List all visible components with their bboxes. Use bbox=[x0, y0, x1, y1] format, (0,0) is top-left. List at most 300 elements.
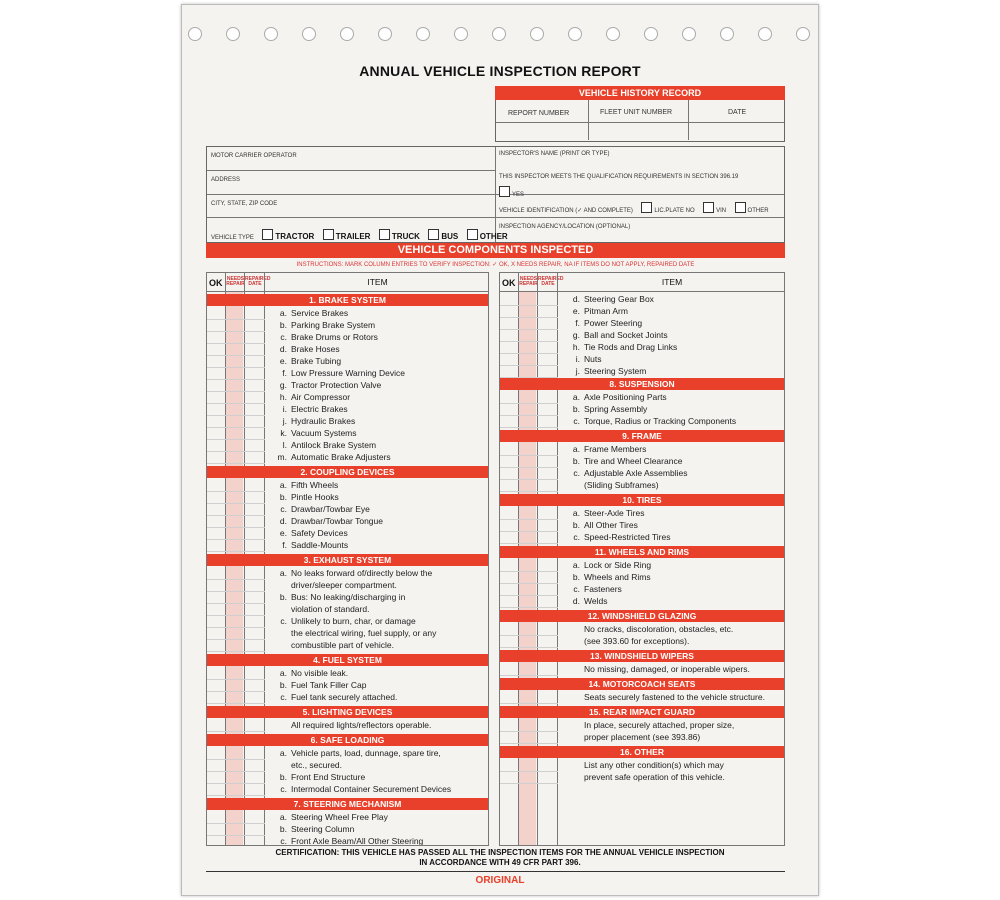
item-letter: b. bbox=[572, 404, 580, 414]
row-divider bbox=[500, 607, 558, 608]
binder-hole bbox=[378, 27, 392, 41]
row-divider bbox=[500, 365, 558, 366]
row-divider bbox=[207, 603, 265, 604]
row-divider bbox=[207, 451, 265, 452]
row-divider bbox=[500, 635, 558, 636]
item-letter: c. bbox=[280, 692, 287, 702]
row-divider bbox=[207, 439, 265, 440]
vehicle-id-label: VEHICLE IDENTIFICATION (✓ AND COMPLETE) bbox=[499, 208, 633, 214]
item-label: prevent safe operation of this vehicle. bbox=[584, 772, 725, 782]
item-label: List any other condition(s) which may bbox=[584, 760, 724, 770]
needs-repair-column-header: NEEDS REPAIR bbox=[226, 276, 245, 287]
list-item bbox=[273, 836, 423, 846]
list-item bbox=[566, 480, 659, 490]
section-header: 1. BRAKE SYSTEM bbox=[207, 294, 488, 306]
row-divider bbox=[500, 771, 558, 772]
list-item bbox=[273, 812, 388, 822]
item-letter: d. bbox=[279, 516, 287, 526]
item-label: Front End Structure bbox=[291, 772, 366, 782]
item-label: Adjustable Axle Assemblies bbox=[584, 468, 688, 478]
item-label: In place, securely attached, proper size, bbox=[584, 720, 735, 730]
row-divider bbox=[207, 651, 265, 652]
binder-hole bbox=[720, 27, 734, 41]
trailer-label: TRAILER bbox=[335, 232, 371, 241]
address-label: ADDRESS bbox=[211, 177, 241, 183]
item-label: Drawbar/Towbar Eye bbox=[291, 504, 370, 514]
date-label: DATE bbox=[728, 109, 747, 116]
row-divider bbox=[207, 835, 265, 836]
row-divider bbox=[207, 679, 265, 680]
row-divider bbox=[500, 329, 558, 330]
report-number-label: REPORT NUMBER bbox=[508, 110, 570, 117]
item-label: Steering Wheel Free Play bbox=[291, 812, 388, 822]
list-item bbox=[273, 748, 441, 758]
section-header: 8. SUSPENSION bbox=[500, 378, 784, 390]
row-divider bbox=[207, 427, 265, 428]
row-divider bbox=[500, 731, 558, 732]
vin-checkbox[interactable] bbox=[703, 202, 714, 213]
other-label: OTHER bbox=[479, 232, 508, 241]
list-item bbox=[273, 416, 355, 426]
item-label: Brake Hoses bbox=[291, 344, 340, 354]
column-divider bbox=[557, 273, 558, 846]
item-letter: c. bbox=[573, 584, 580, 594]
item-label: Safety Devices bbox=[291, 528, 348, 538]
item-label: Ball and Socket Joints bbox=[584, 330, 668, 340]
list-item bbox=[566, 354, 601, 364]
column-divider bbox=[518, 273, 519, 846]
list-item bbox=[273, 528, 348, 538]
needs-repair-column-header: NEEDS REPAIR bbox=[519, 276, 538, 287]
components-header: VEHICLE COMPONENTS INSPECTED bbox=[206, 243, 785, 258]
item-label: Service Brakes bbox=[291, 308, 349, 318]
item-label: Spring Assembly bbox=[584, 404, 648, 414]
row-divider bbox=[500, 455, 558, 456]
list-item bbox=[566, 416, 736, 426]
list-item bbox=[566, 532, 670, 542]
copy-label: ORIGINAL bbox=[475, 875, 525, 886]
header-divider bbox=[207, 291, 489, 292]
list-item bbox=[273, 368, 405, 378]
section-header: 4. FUEL SYSTEM bbox=[207, 654, 488, 666]
list-item bbox=[566, 596, 607, 606]
list-item bbox=[273, 392, 350, 402]
tractor-label: TRACTOR bbox=[275, 232, 315, 241]
item-letter: c. bbox=[573, 416, 580, 426]
item-label: Steer-Axle Tires bbox=[584, 508, 645, 518]
item-label: Electric Brakes bbox=[291, 404, 348, 414]
binder-hole bbox=[606, 27, 620, 41]
row-divider bbox=[500, 341, 558, 342]
row-divider bbox=[500, 317, 558, 318]
item-label: Welds bbox=[584, 596, 608, 606]
trailer-checkbox[interactable] bbox=[323, 229, 334, 240]
item-label: Intermodal Container Securement Devices bbox=[291, 784, 452, 794]
item-letter: c. bbox=[280, 332, 287, 342]
row-divider bbox=[207, 403, 265, 404]
list-item bbox=[273, 404, 348, 414]
signature-line bbox=[206, 871, 785, 872]
list-item bbox=[273, 784, 451, 794]
section-header: 12. WINDSHIELD GLAZING bbox=[500, 610, 784, 622]
item-letter: b. bbox=[279, 492, 287, 502]
row-divider bbox=[500, 675, 558, 676]
item-letter: a. bbox=[279, 668, 287, 678]
list-item bbox=[566, 572, 651, 582]
item-label: Brake Drums or Rotors bbox=[291, 332, 378, 342]
agency-label: INSPECTION AGENCY/LOCATION (OPTIONAL) bbox=[499, 224, 631, 230]
id-other-label: OTHER bbox=[747, 208, 769, 214]
item-column-header: ITEM bbox=[367, 277, 388, 287]
bus-label: BUS bbox=[441, 232, 459, 241]
item-label: Unlikely to burn, char, or damage bbox=[291, 616, 416, 626]
certification-line-1: CERTIFICATION: THIS VEHICLE HAS PASSED ALL THE INSPECTION ITEMS FOR THE ANNUAL VEHICLE INSPECTION bbox=[275, 848, 725, 857]
item-label: Hydraulic Brakes bbox=[291, 416, 356, 426]
item-label: Wheels and Rims bbox=[584, 572, 651, 582]
row-divider bbox=[500, 427, 558, 428]
row-divider bbox=[207, 615, 265, 616]
item-letter: l. bbox=[282, 440, 287, 450]
row-divider bbox=[207, 703, 265, 704]
list-item bbox=[273, 680, 366, 690]
list-item bbox=[273, 616, 416, 626]
row-divider bbox=[207, 491, 265, 492]
lic-plate-checkbox[interactable] bbox=[641, 202, 652, 213]
list-item bbox=[273, 772, 365, 782]
item-label: Lock or Side Ring bbox=[584, 560, 652, 570]
item-label: Fasteners bbox=[584, 584, 622, 594]
item-label: Parking Brake System bbox=[291, 320, 376, 330]
list-item bbox=[566, 664, 750, 674]
list-item bbox=[273, 516, 383, 526]
item-letter: c. bbox=[280, 784, 287, 794]
section-header: 10. TIRES bbox=[500, 494, 784, 506]
binder-hole bbox=[416, 27, 430, 41]
item-label: Vacuum Systems bbox=[291, 428, 357, 438]
list-item bbox=[566, 624, 733, 634]
row-divider bbox=[500, 353, 558, 354]
list-item bbox=[273, 332, 378, 342]
binder-hole bbox=[492, 27, 506, 41]
item-letter: b. bbox=[279, 592, 287, 602]
certification-line-2: IN ACCORDANCE WITH 49 CFR PART 396. bbox=[419, 858, 581, 867]
binder-hole bbox=[340, 27, 354, 41]
item-label: Brake Tubing bbox=[291, 356, 342, 366]
item-label: Pitman Arm bbox=[584, 306, 628, 316]
list-item bbox=[566, 294, 654, 304]
item-label: violation of standard. bbox=[291, 604, 370, 614]
row-divider bbox=[500, 783, 558, 784]
list-item bbox=[273, 604, 369, 614]
list-item bbox=[566, 760, 724, 770]
item-letter: a. bbox=[279, 748, 287, 758]
binder-hole bbox=[644, 27, 658, 41]
item-letter: k. bbox=[280, 428, 287, 438]
list-item bbox=[566, 342, 677, 352]
list-item bbox=[566, 404, 647, 414]
row-divider bbox=[500, 519, 558, 520]
list-item bbox=[566, 318, 642, 328]
list-item bbox=[273, 308, 348, 318]
ok-column-header: OK bbox=[209, 278, 223, 288]
item-label: Antilock Brake System bbox=[291, 440, 377, 450]
item-label: All required lights/reflectors operable. bbox=[291, 720, 432, 730]
section-header: 6. SAFE LOADING bbox=[207, 734, 488, 746]
row-divider bbox=[207, 319, 265, 320]
needs-repair-column bbox=[226, 291, 243, 846]
list-item bbox=[273, 580, 397, 590]
ok-column-header: OK bbox=[502, 278, 516, 288]
list-item bbox=[273, 356, 341, 366]
item-label: Fifth Wheels bbox=[291, 480, 339, 490]
section-header: 5. LIGHTING DEVICES bbox=[207, 706, 488, 718]
section-header: 9. FRAME bbox=[500, 430, 784, 442]
tractor-checkbox[interactable] bbox=[262, 229, 273, 240]
list-item bbox=[566, 330, 668, 340]
item-letter: c. bbox=[573, 532, 580, 542]
row-divider bbox=[207, 515, 265, 516]
row-divider bbox=[500, 703, 558, 704]
item-letter: a. bbox=[279, 568, 287, 578]
bus-checkbox[interactable] bbox=[428, 229, 439, 240]
row-divider bbox=[500, 571, 558, 572]
item-label: Steering Gear Box bbox=[584, 294, 654, 304]
row-divider bbox=[500, 647, 558, 648]
item-label: Steering System bbox=[584, 366, 647, 376]
row-divider bbox=[207, 343, 265, 344]
item-letter: d. bbox=[572, 596, 580, 606]
section-header: 11. WHEELS AND RIMS bbox=[500, 546, 784, 558]
row-divider bbox=[207, 579, 265, 580]
row-divider bbox=[207, 539, 265, 540]
list-item bbox=[273, 504, 370, 514]
list-item bbox=[273, 628, 436, 638]
list-item bbox=[273, 540, 348, 550]
item-letter: c. bbox=[280, 504, 287, 514]
city-state-zip-label: CITY, STATE, ZIP CODE bbox=[211, 201, 278, 207]
binder-hole bbox=[568, 27, 582, 41]
list-item bbox=[566, 366, 646, 376]
item-letter: d. bbox=[572, 294, 580, 304]
id-other-checkbox[interactable] bbox=[735, 202, 746, 213]
list-item bbox=[566, 720, 734, 730]
item-label: Saddle-Mounts bbox=[291, 540, 349, 550]
section-header: 15. REAR IMPACT GUARD bbox=[500, 706, 784, 718]
item-letter: j. bbox=[575, 366, 580, 376]
list-item bbox=[273, 480, 338, 490]
list-item bbox=[273, 568, 432, 578]
list-item bbox=[566, 772, 725, 782]
row-divider bbox=[207, 783, 265, 784]
list-item bbox=[566, 560, 651, 570]
item-label: Fuel tank securely attached. bbox=[291, 692, 398, 702]
list-item bbox=[273, 760, 342, 770]
item-letter: a. bbox=[572, 444, 580, 454]
binder-holes bbox=[182, 27, 818, 41]
item-letter: a. bbox=[572, 508, 580, 518]
yes-label: YES bbox=[512, 192, 525, 198]
row-divider bbox=[207, 551, 265, 552]
list-item bbox=[273, 320, 375, 330]
item-letter: e. bbox=[279, 356, 287, 366]
item-label: Pintle Hooks bbox=[291, 492, 339, 502]
item-letter: a. bbox=[572, 392, 580, 402]
repaired-date-column-header: REPAIRED DATE bbox=[245, 276, 271, 287]
binder-hole bbox=[758, 27, 772, 41]
inspection-form-sheet bbox=[181, 4, 819, 896]
item-label: All Other Tires bbox=[584, 520, 638, 530]
item-label: Front Axle Beam/All Other Steering bbox=[291, 836, 424, 846]
list-item bbox=[566, 468, 687, 478]
list-item bbox=[566, 508, 644, 518]
item-letter: j. bbox=[282, 416, 287, 426]
item-label: Axle Positioning Parts bbox=[584, 392, 667, 402]
item-label: Torque, Radius or Tracking Components bbox=[584, 416, 737, 426]
row-divider bbox=[207, 771, 265, 772]
row-divider bbox=[207, 731, 265, 732]
item-label: Tire and Wheel Clearance bbox=[584, 456, 683, 466]
item-label: Power Steering bbox=[584, 318, 643, 328]
other-checkbox[interactable] bbox=[467, 229, 478, 240]
item-letter: g. bbox=[279, 380, 287, 390]
item-label: (see 393.60 for exceptions). bbox=[584, 636, 690, 646]
item-letter: c. bbox=[573, 468, 580, 478]
list-item bbox=[273, 668, 348, 678]
vin-label: VIN bbox=[716, 208, 727, 214]
row-divider bbox=[207, 391, 265, 392]
row-divider bbox=[207, 639, 265, 640]
item-label: etc., secured. bbox=[291, 760, 343, 770]
item-label: Air Compressor bbox=[291, 392, 351, 402]
item-label: combustible part of vehicle. bbox=[291, 640, 394, 650]
form-title: ANNUAL VEHICLE INSPECTION REPORT bbox=[359, 63, 641, 79]
row-divider bbox=[500, 543, 558, 544]
item-label: Frame Members bbox=[584, 444, 647, 454]
binder-hole bbox=[682, 27, 696, 41]
item-letter: f. bbox=[282, 540, 287, 550]
row-divider bbox=[207, 367, 265, 368]
item-letter: b. bbox=[279, 320, 287, 330]
list-item bbox=[273, 492, 339, 502]
item-label: Vehicle parts, load, dunnage, spare tire, bbox=[291, 748, 441, 758]
item-letter: e. bbox=[572, 306, 580, 316]
item-letter: d. bbox=[279, 344, 287, 354]
list-item bbox=[273, 692, 397, 702]
binder-hole bbox=[226, 27, 240, 41]
left-inspection-table bbox=[206, 272, 489, 846]
item-label: driver/sleeper compartment. bbox=[291, 580, 397, 590]
row-divider bbox=[500, 479, 558, 480]
truck-checkbox[interactable] bbox=[379, 229, 390, 240]
item-label: proper placement (see 393.86) bbox=[584, 732, 701, 742]
row-divider bbox=[500, 467, 558, 468]
row-divider bbox=[500, 305, 558, 306]
item-letter: b. bbox=[572, 456, 580, 466]
truck-label: TRUCK bbox=[391, 232, 420, 241]
carrier-info-block bbox=[206, 146, 785, 243]
item-letter: b. bbox=[279, 824, 287, 834]
list-item bbox=[273, 344, 340, 354]
binder-hole bbox=[188, 27, 202, 41]
section-header: 13. WINDSHIELD WIPERS bbox=[500, 650, 784, 662]
column-divider bbox=[537, 273, 538, 846]
binder-hole bbox=[302, 27, 316, 41]
item-label: Tie Rods and Drag Links bbox=[584, 342, 678, 352]
repaired-date-column-header: REPAIRED DATE bbox=[538, 276, 564, 287]
item-label: the electrical wiring, fuel supply, or any bbox=[291, 628, 437, 638]
row-divider bbox=[207, 591, 265, 592]
list-item bbox=[273, 380, 381, 390]
item-label: Bus: No leaking/discharging in bbox=[291, 592, 406, 602]
row-divider bbox=[207, 627, 265, 628]
item-letter: a. bbox=[279, 480, 287, 490]
item-label: No leaks forward of/directly below the bbox=[291, 568, 433, 578]
row-divider bbox=[500, 415, 558, 416]
row-divider bbox=[207, 691, 265, 692]
row-divider bbox=[207, 415, 265, 416]
list-item bbox=[566, 444, 646, 454]
item-letter: b. bbox=[279, 680, 287, 690]
right-inspection-table bbox=[499, 272, 785, 846]
item-letter: i. bbox=[282, 404, 287, 414]
list-item bbox=[566, 692, 765, 702]
row-divider bbox=[207, 503, 265, 504]
qualification-label: THIS INSPECTOR MEETS THE QUALIFICATION REQUIREMENTS IN SECTION 396.19 bbox=[499, 174, 739, 180]
row-divider bbox=[500, 583, 558, 584]
history-header: VEHICLE HISTORY RECORD bbox=[495, 86, 785, 100]
item-letter: c. bbox=[280, 616, 287, 626]
section-header: 7. STEERING MECHANISM bbox=[207, 798, 488, 810]
fleet-unit-label: FLEET UNIT NUMBER bbox=[600, 109, 673, 116]
list-item bbox=[566, 732, 700, 742]
item-letter: b. bbox=[572, 520, 580, 530]
section-header: 14. MOTORCOACH SEATS bbox=[500, 678, 784, 690]
list-item bbox=[273, 428, 357, 438]
item-letter: b. bbox=[279, 772, 287, 782]
item-letter: h. bbox=[572, 342, 580, 352]
instructions-text: INSTRUCTIONS: MARK COLUMN ENTRIES TO VERIFY INSPECTION: ✓ OK, X NEEDS REPAIR, NA IF ITEMS DO NOT APPLY, REPAIRED DATE bbox=[296, 262, 695, 268]
item-letter: i. bbox=[575, 354, 580, 364]
section-header: 3. EXHAUST SYSTEM bbox=[207, 554, 488, 566]
row-divider bbox=[500, 403, 558, 404]
row-divider bbox=[207, 463, 265, 464]
item-letter: m. bbox=[277, 452, 287, 462]
item-label: Seats securely fastened to the vehicle structure. bbox=[584, 692, 765, 702]
item-letter: h. bbox=[279, 392, 287, 402]
item-label: Nuts bbox=[584, 354, 602, 364]
row-divider bbox=[207, 823, 265, 824]
item-letter: a. bbox=[572, 560, 580, 570]
item-letter: b. bbox=[572, 572, 580, 582]
binder-hole bbox=[796, 27, 810, 41]
item-label: Steering Column bbox=[291, 824, 355, 834]
list-item bbox=[273, 720, 431, 730]
item-letter: g. bbox=[572, 330, 580, 340]
item-label: No cracks, discoloration, obstacles, etc. bbox=[584, 624, 734, 634]
item-letter: e. bbox=[279, 528, 287, 538]
binder-hole bbox=[530, 27, 544, 41]
item-letter: f. bbox=[282, 368, 287, 378]
list-item bbox=[566, 306, 628, 316]
vehicle-type-row bbox=[211, 226, 508, 244]
item-label: Fuel Tank Filler Cap bbox=[291, 680, 367, 690]
list-item bbox=[566, 636, 689, 646]
item-label: No visible leak. bbox=[291, 668, 349, 678]
list-item bbox=[273, 452, 391, 462]
item-letter: c. bbox=[280, 836, 287, 846]
item-letter: a. bbox=[279, 308, 287, 318]
qualification-yes-checkbox[interactable] bbox=[499, 186, 510, 197]
